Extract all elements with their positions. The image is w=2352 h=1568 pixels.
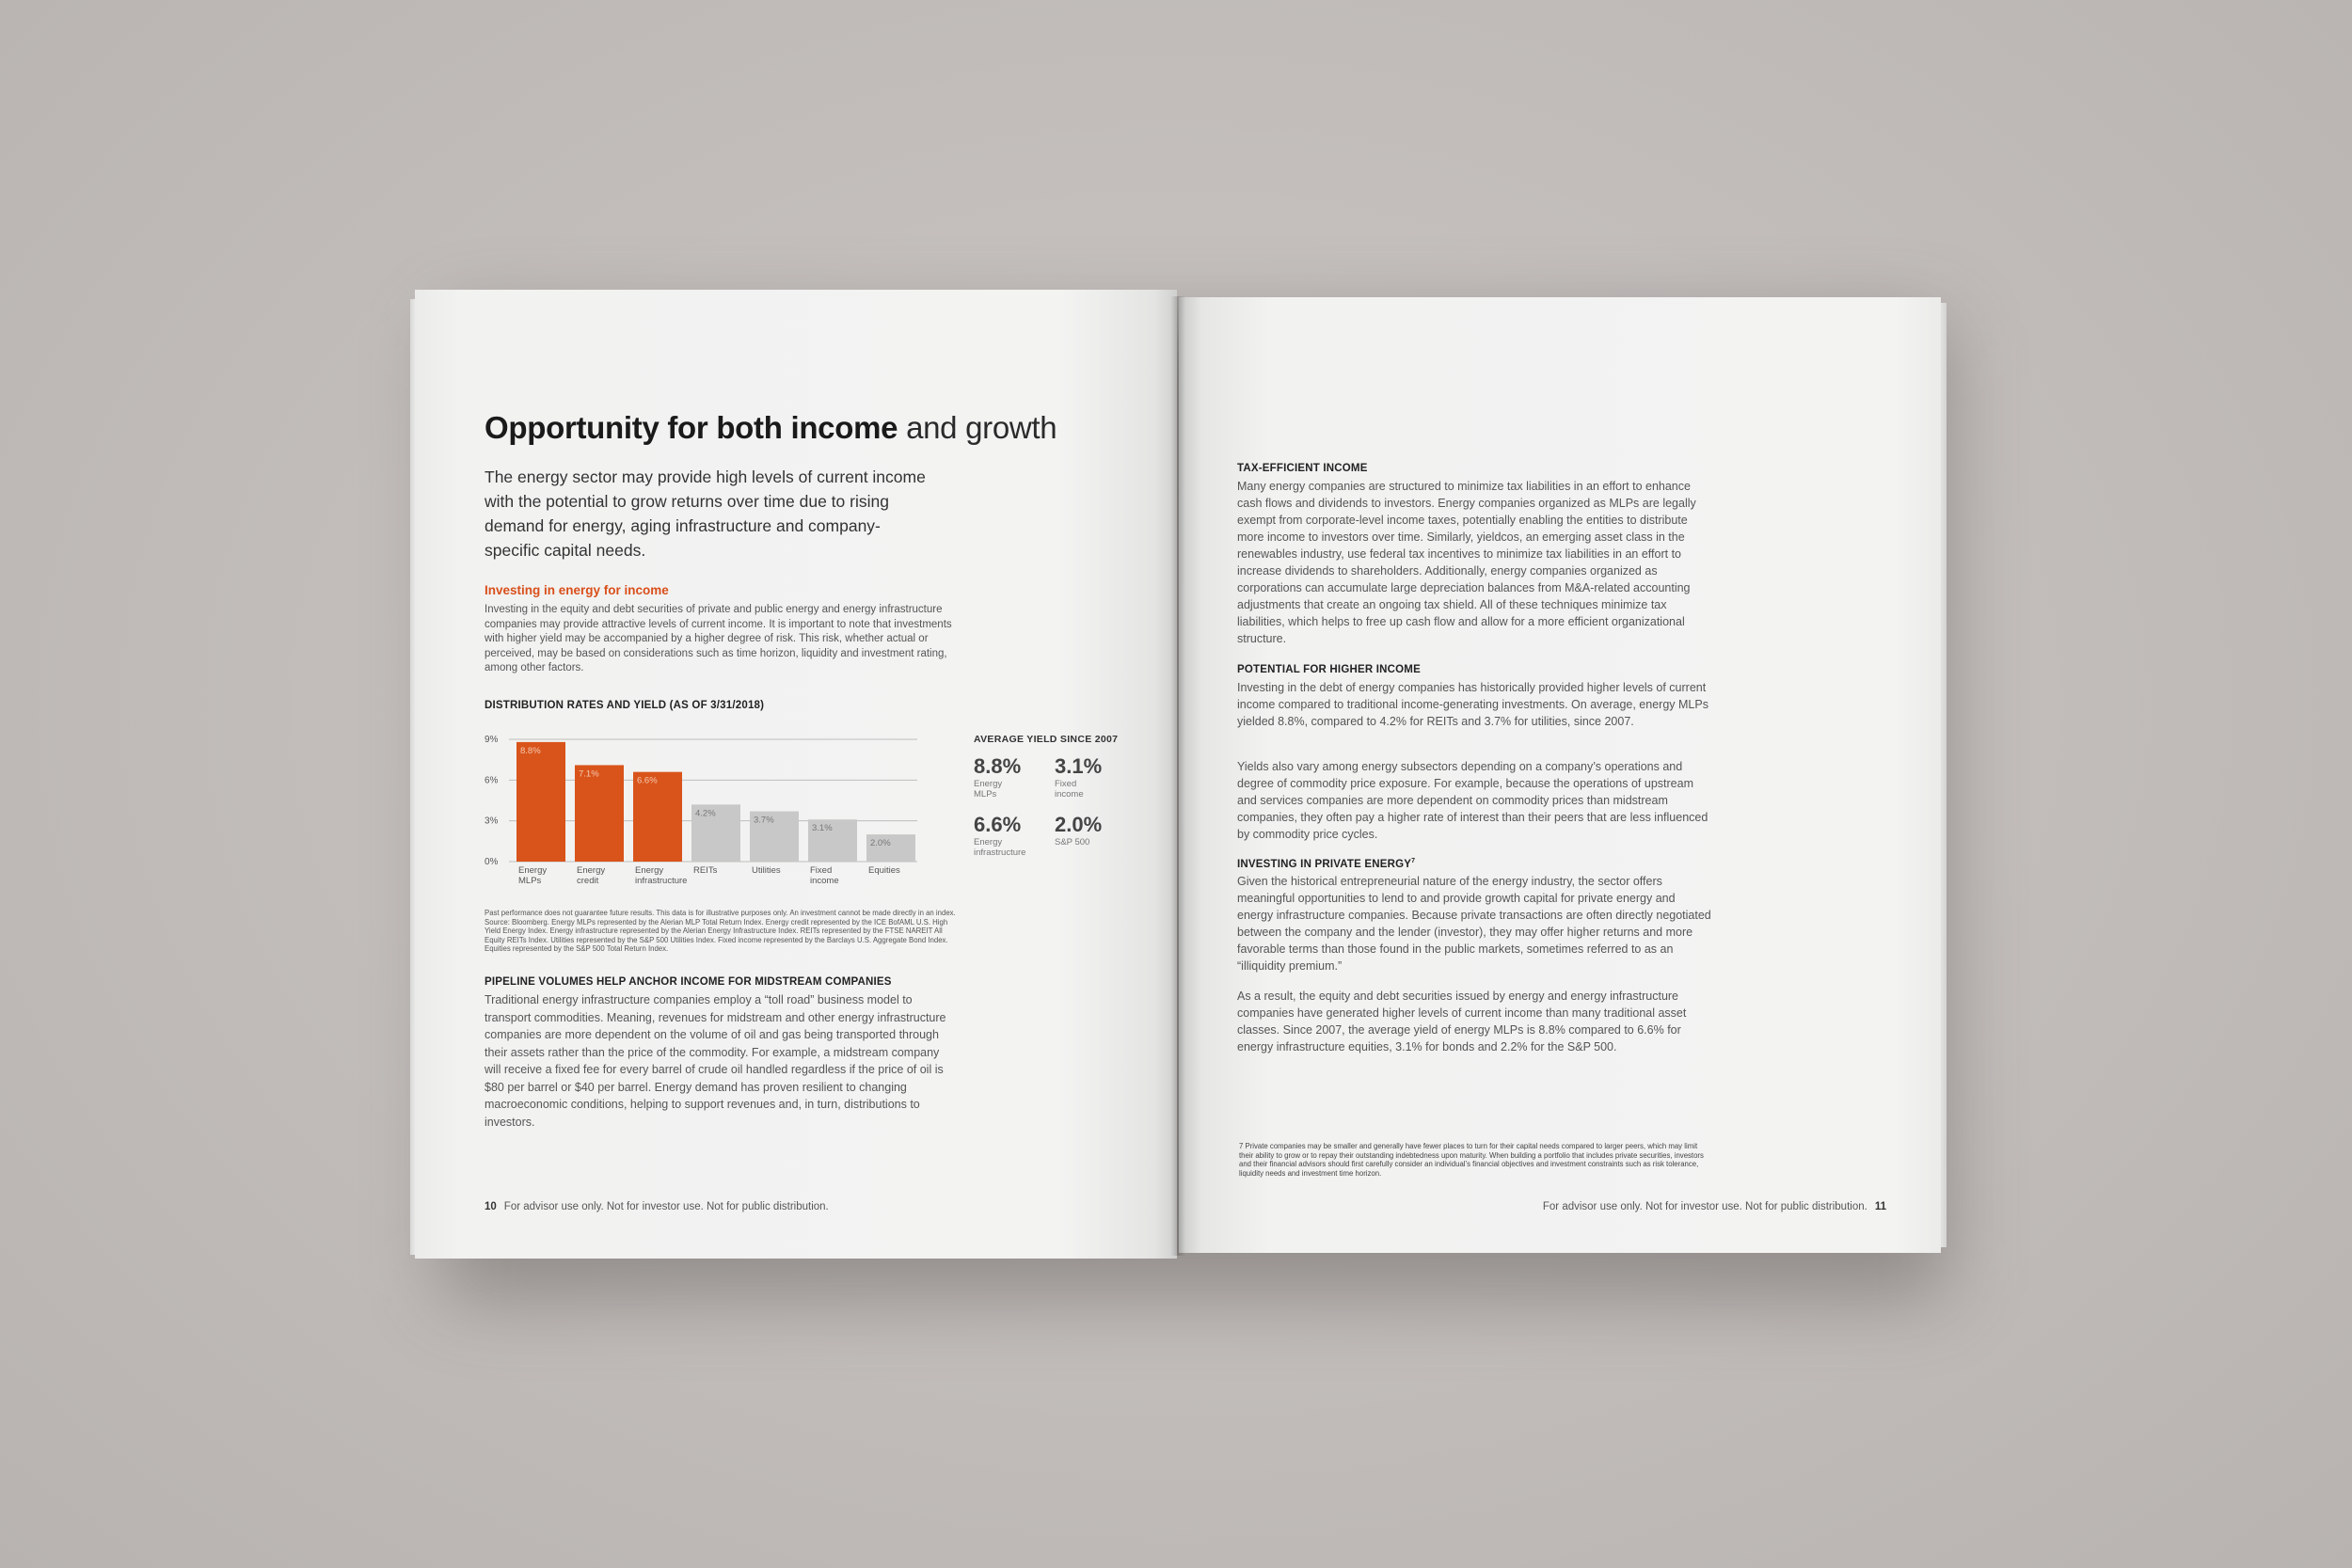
section-heading-pipeline: PIPELINE VOLUMES HELP ANCHOR INCOME FOR MIDSTREAM COMPANIES <box>485 976 892 988</box>
avg-yield-value: 6.6% <box>974 813 1022 836</box>
page-number: 11 <box>1874 1201 1886 1212</box>
intro-text: The energy sector may provide high levels of current income with the potential to grow returns over time due to rising demand for energy, aging infrastructure and company-specific capital needs. <box>485 467 926 560</box>
section-text-pipeline: Traditional energy infrastructure companies employ a “toll road” business model to transport commodities. Meaning, revenues for midstream and other energy infrastructure companies are more dependent on the volume of oil and gas being transported through their assets rather than the price of the commodity. For example, a midstream company will receive a fixed fee for every barrel of crude oil handled regardless if the price of oil is $80 per barrel or $40 per barrel. Energy demand has proven resilient to changing macroeconomic conditions, helping to support revenues and, in turn, distributions to investors. <box>485 993 946 1129</box>
chart-title: DISTRIBUTION RATES AND YIELD (AS OF 3/31/2018) <box>485 700 765 711</box>
category-label: credit <box>577 876 599 886</box>
section-heading-income: Investing in energy for income <box>485 583 669 597</box>
left-page <box>415 290 1177 1259</box>
bar-value-label: 3.1% <box>812 823 833 834</box>
chart-footnote: Past performance does not guarantee future results. This data is for illustrative purposes only. An investment cannot be made directly in an index. Source: Bloomberg. Energy MLPs represented by the Alerian MLP Total Return Index. Energy credit represented by the ICE BofAML U.S. High Yield Energy Index. Energy infrastructure represented by the Alerian Energy Infrastructure Index. REITs represented by the FTSE NAREIT All Equity REITs Index. Utilities represented by the S&P 500 Utilities Index. Fixed income represented by the Barclays U.S. Aggregate Bond Index. Equities represented by the S&P 500 Total Return Index. <box>485 909 956 953</box>
category-label: infrastructure <box>635 876 688 886</box>
bar <box>516 742 565 862</box>
right-page <box>1179 297 1941 1253</box>
avg-yield-value: 8.8% <box>974 754 1022 778</box>
y-tick-label: 9% <box>485 735 499 745</box>
avg-yield-label: Energy infrastructure <box>974 837 1026 858</box>
bar-value-label: 3.7% <box>754 815 774 826</box>
book-spine <box>1170 296 1185 1256</box>
text-higher-income: Investing in the debt of energy companies has historically provided higher levels of current income compared to traditional income-generating investments. On average, energy MLPs yielded 8.8%, compared to 4.2% for REITs and 3.7% for utilities, since 2007. <box>1237 681 1708 728</box>
y-tick-label: 0% <box>485 857 499 867</box>
category-label: Energy <box>635 865 664 876</box>
bar-value-label: 7.1% <box>579 768 599 780</box>
footer-text: For advisor use only. Not for investor use. Not for public distribution. <box>1542 1201 1867 1212</box>
text-yields-vary: Yields also vary among energy subsectors depending on a company’s operations and degree of commodity price exposure. For example, because the operations of upstream and services companies are more dependent on commodity prices than midstream companies, they often pay a higher rate of interest than their peers that are less influenced by commodity price cycles. <box>1237 760 1708 841</box>
heading-tax-efficient: TAX-EFFICIENT INCOME <box>1237 463 1368 474</box>
heading-private-energy-text: INVESTING IN PRIVATE ENERGY <box>1237 858 1412 870</box>
text-as-a-result: As a result, the equity and debt securities issued by energy and energy infrastructure companies have generated higher levels of current income than many traditional asset classes. Since 2007, the average yield of energy MLPs is 8.8% compared to 6.6% for energy infrastructure equities, 3.1% for bonds and 2.2% for the S&P 500. <box>1237 990 1687 1053</box>
distribution-bar-chart <box>475 722 917 901</box>
right-footnote: 7 Private companies may be smaller and generally have fewer places to turn for their capital needs compared to larger peers, which may limit their ability to grow or to repay their outstanding indebtedness upon maturity. When building a portfolio that includes private securities, investors and their financial advisors should first carefully consider an individual’s financial objectives and investment constraints such as risk tolerance, liquidity needs and investment time horizon. <box>1239 1142 1704 1178</box>
category-label: MLPs <box>518 876 542 886</box>
avg-yield-item <box>974 813 1058 858</box>
bar <box>575 765 624 862</box>
page-number: 10 <box>485 1201 497 1212</box>
avg-yield-item <box>1055 813 1120 847</box>
y-tick-label: 6% <box>485 775 499 786</box>
title-bold: Opportunity for both income <box>485 410 898 445</box>
avg-yield-value: 3.1% <box>1055 754 1103 778</box>
title-rest: and growth <box>906 410 1057 445</box>
bar-value-label: 2.0% <box>870 838 891 849</box>
bar-value-label: 6.6% <box>637 775 658 786</box>
y-tick-label: 3% <box>485 816 499 827</box>
text-private-energy: Given the historical entrepreneurial nature of the energy industry, the sector offers meaningful opportunities to lend to and provide growth capital for private energy and energy infrastructure companies. Because private transactions are often directly negotiated between the company and the lender (investor), they may offer higher returns and more favorable terms than those found in the public markets, sometimes referred to as an “illiquidity premium.” <box>1237 875 1711 973</box>
avg-yield-item <box>974 754 1058 800</box>
right-footer <box>1543 1201 1886 1212</box>
left-footer <box>485 1201 829 1212</box>
section-text-income: Investing in the equity and debt securities of private and public energy and energy infrastructure companies may provide attractive levels of current income. It is important to note that investments with higher yield may be accompanied by a higher degree of risk. This risk, whether actual or perceived, may be based on considerations such as time horizon, liquidity and investment rating, among other factors. <box>485 604 952 673</box>
avg-yield-item <box>1055 754 1120 800</box>
avg-yield-label: S&P 500 <box>1055 837 1090 847</box>
average-yield-title: AVERAGE YIELD SINCE 2007 <box>974 734 1119 745</box>
category-label: Equities <box>868 865 900 876</box>
heading-higher-income: POTENTIAL FOR HIGHER INCOME <box>1237 664 1421 675</box>
text-tax-efficient: Many energy companies are structured to minimize tax liabilities in an effort to enhance cash flows and dividends to investors. Energy companies organized as MLPs are legally exempt from corporate-level income taxes, potentially enabling the entities to distribute more income to investors over time. Similarly, yieldcos, an emerging asset class in the renewables industry, use federal tax incentives to minimize tax liabilities in an effort to increase dividends to shareholders. Additionally, energy companies organized as corporations can accumulate large depreciation balances from M&A-related accounting adjustments that create an ongoing tax shield. All of these techniques minimize tax liabilities, which helps to free up cash flow and allow for a more efficient organizational structure. <box>1237 480 1696 645</box>
heading-private-energy <box>1237 858 1415 870</box>
avg-yield-label: Fixed income <box>1055 779 1084 800</box>
bar-value-label: 8.8% <box>520 745 541 756</box>
avg-yield-value: 2.0% <box>1055 813 1103 836</box>
category-label: Fixed <box>810 865 833 876</box>
footer-text: For advisor use only. Not for investor use. Not for public distribution. <box>503 1201 829 1212</box>
category-label: income <box>810 876 839 886</box>
category-label: Utilities <box>752 865 781 876</box>
category-label: Energy <box>577 865 606 876</box>
footnote-marker: 7 <box>1411 858 1416 864</box>
page-title <box>485 410 1057 446</box>
category-label: REITs <box>693 865 718 876</box>
avg-yield-label: Energy MLPs <box>974 779 1003 800</box>
bar-value-label: 4.2% <box>695 808 716 819</box>
category-label: Energy <box>518 865 548 876</box>
